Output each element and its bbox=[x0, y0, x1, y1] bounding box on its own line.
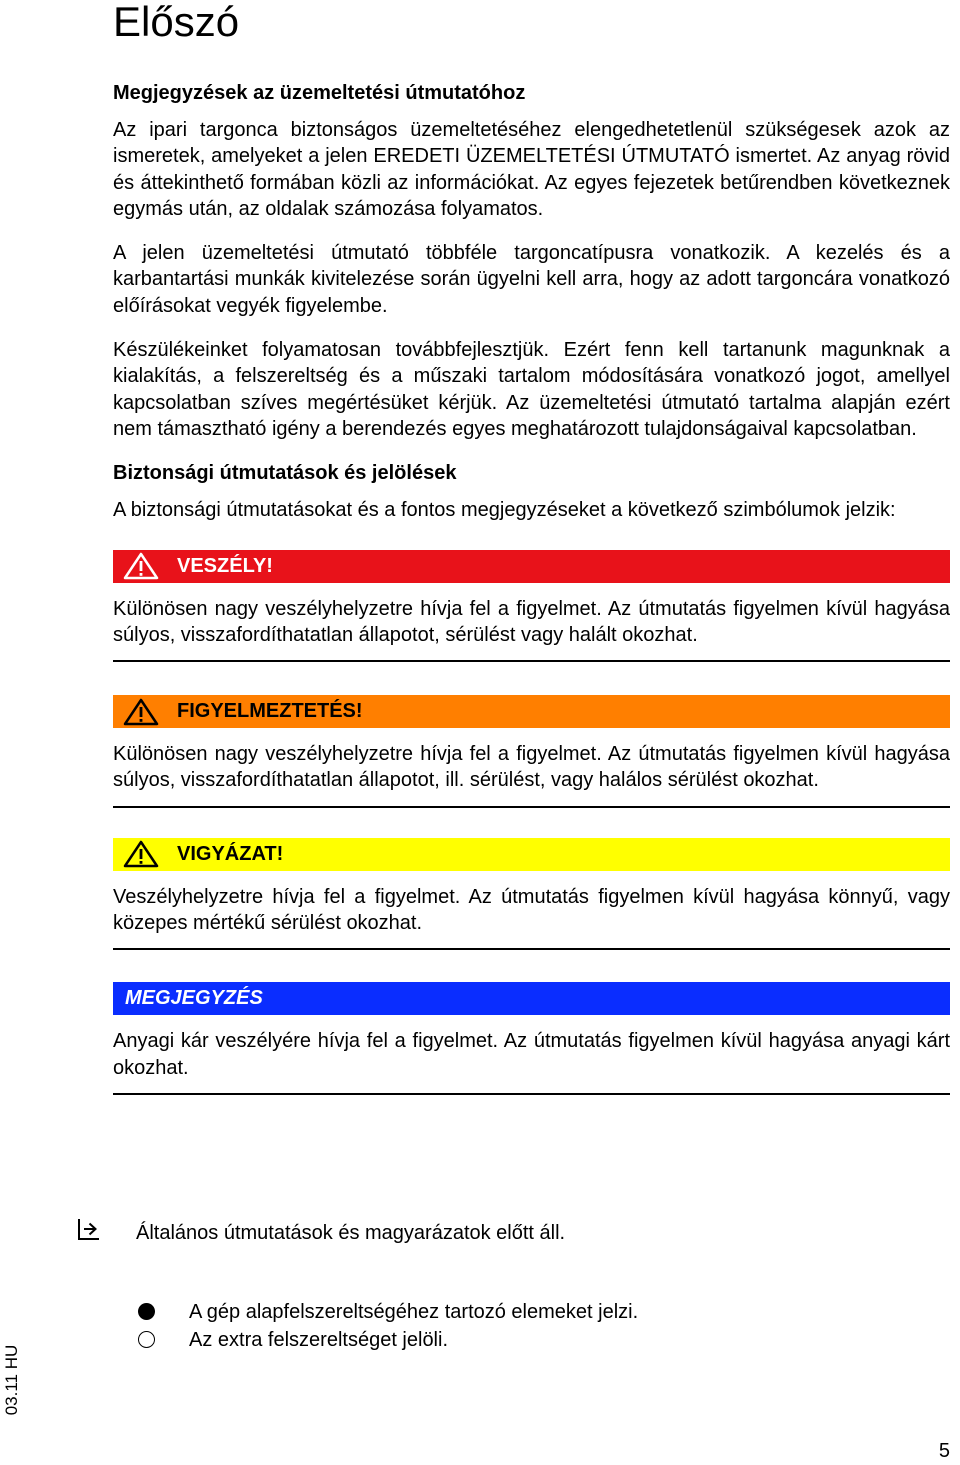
warning-label: FIGYELMEZTETÉS! bbox=[177, 700, 363, 723]
caution-label: VIGYÁZAT! bbox=[177, 842, 284, 865]
page-number: 5 bbox=[938, 1440, 950, 1462]
arrow-right-box-icon bbox=[76, 1216, 102, 1242]
section-heading-safety: Biztonsági útmutatások és jelölések bbox=[113, 462, 457, 485]
document-code bbox=[0, 1340, 24, 1420]
warning-triangle-icon bbox=[123, 698, 159, 726]
list-item-text: A gép alapfelszereltségéhez tartozó elemeket jelzi. bbox=[189, 1301, 639, 1323]
page-title: Előszó bbox=[113, 0, 240, 45]
list-item-text: Az extra felszereltséget jelöli. bbox=[189, 1329, 449, 1351]
document-code-text: 03.11 HU bbox=[2, 1344, 21, 1416]
paragraph: A jelen üzemeltetési útmutató többféle targoncatípusra vonatkozik. A kezelés és a karbantartási munkák kivitelezése során ügyelni kell arra, hogy az adott targoncára vonatkozó előírásokat vegyék figyelembe. bbox=[113, 242, 950, 317]
danger-text: Különösen nagy veszélyhelyzetre hívja fel a figyelmet. Az útmutatás figyelmen kívül hagyása súlyos, visszafordíthatatlan állapotot, sérülést vagy halált okozhat. bbox=[113, 597, 950, 646]
empty-circle-icon bbox=[138, 1331, 155, 1348]
paragraph: Az ipari targonca biztonságos üzemeltetéséhez elengedhetetlenül szükségesek azok az ismeretek, amelyeket a jelen EREDETI ÜZEMELTETÉSI ÚTMUTATÓ ismertet. Az anyag rövid és áttekinthető formában közli az információkat. Az egyes fejezetek betűrendben következnek egymás után, az oldalak számozása folyamatos. bbox=[113, 119, 950, 220]
safety-intro: A biztonsági útmutatásokat és a fontos megjegyzéseket a következő szimbólumok jelzik: bbox=[113, 499, 896, 522]
note-banner bbox=[113, 982, 950, 1015]
danger-banner bbox=[113, 550, 950, 583]
warning-banner bbox=[113, 695, 950, 728]
main-content bbox=[113, 80, 950, 1095]
general-note-text: Általános útmutatások és magyarázatok előtt áll. bbox=[136, 1222, 566, 1244]
danger-label: VESZÉLY! bbox=[177, 554, 273, 577]
warning-triangle-icon bbox=[123, 552, 159, 580]
paragraph: Készülékeinket folyamatosan továbbfejlesztjük. Ezért fenn kell tartanunk magunknak a kialakítás, a felszereltség és a műszaki tartalom módosítására vonatkozó jogot, amellyel kapcsolatban szíves megértésüket kérjük. Az üzemeltetési útmutató tartalma alapján ezért nem támasztható igény a berendezés egyes meghatározott tulajdonságaival kapcsolatban. bbox=[113, 339, 950, 440]
warning-triangle-icon bbox=[123, 840, 159, 868]
filled-circle-icon bbox=[138, 1303, 155, 1320]
warning-text: Különösen nagy veszélyhelyzetre hívja fel a figyelmet. Az útmutatás figyelmen kívül hagyása súlyos, visszafordíthatatlan állapotot, ill. sérülést, vagy halálos sérülést okozhat. bbox=[113, 743, 950, 792]
section-heading-notes: Megjegyzések az üzemeltetési útmutatóhoz bbox=[113, 82, 526, 104]
note-text: Anyagi kár veszélyére hívja fel a figyelmet. Az útmutatás figyelmen kívül hagyása anyagi kárt okozhat. bbox=[113, 1030, 950, 1079]
note-label: MEGJEGYZÉS bbox=[125, 987, 263, 1010]
caution-banner bbox=[113, 838, 950, 871]
caution-text: Veszélyhelyzetre hívja fel a figyelmet. Az útmutatás figyelmen kívül hagyása könnyű, vagy közepes mértékű sérülést okozhat. bbox=[113, 885, 950, 935]
divider bbox=[113, 1093, 950, 1095]
